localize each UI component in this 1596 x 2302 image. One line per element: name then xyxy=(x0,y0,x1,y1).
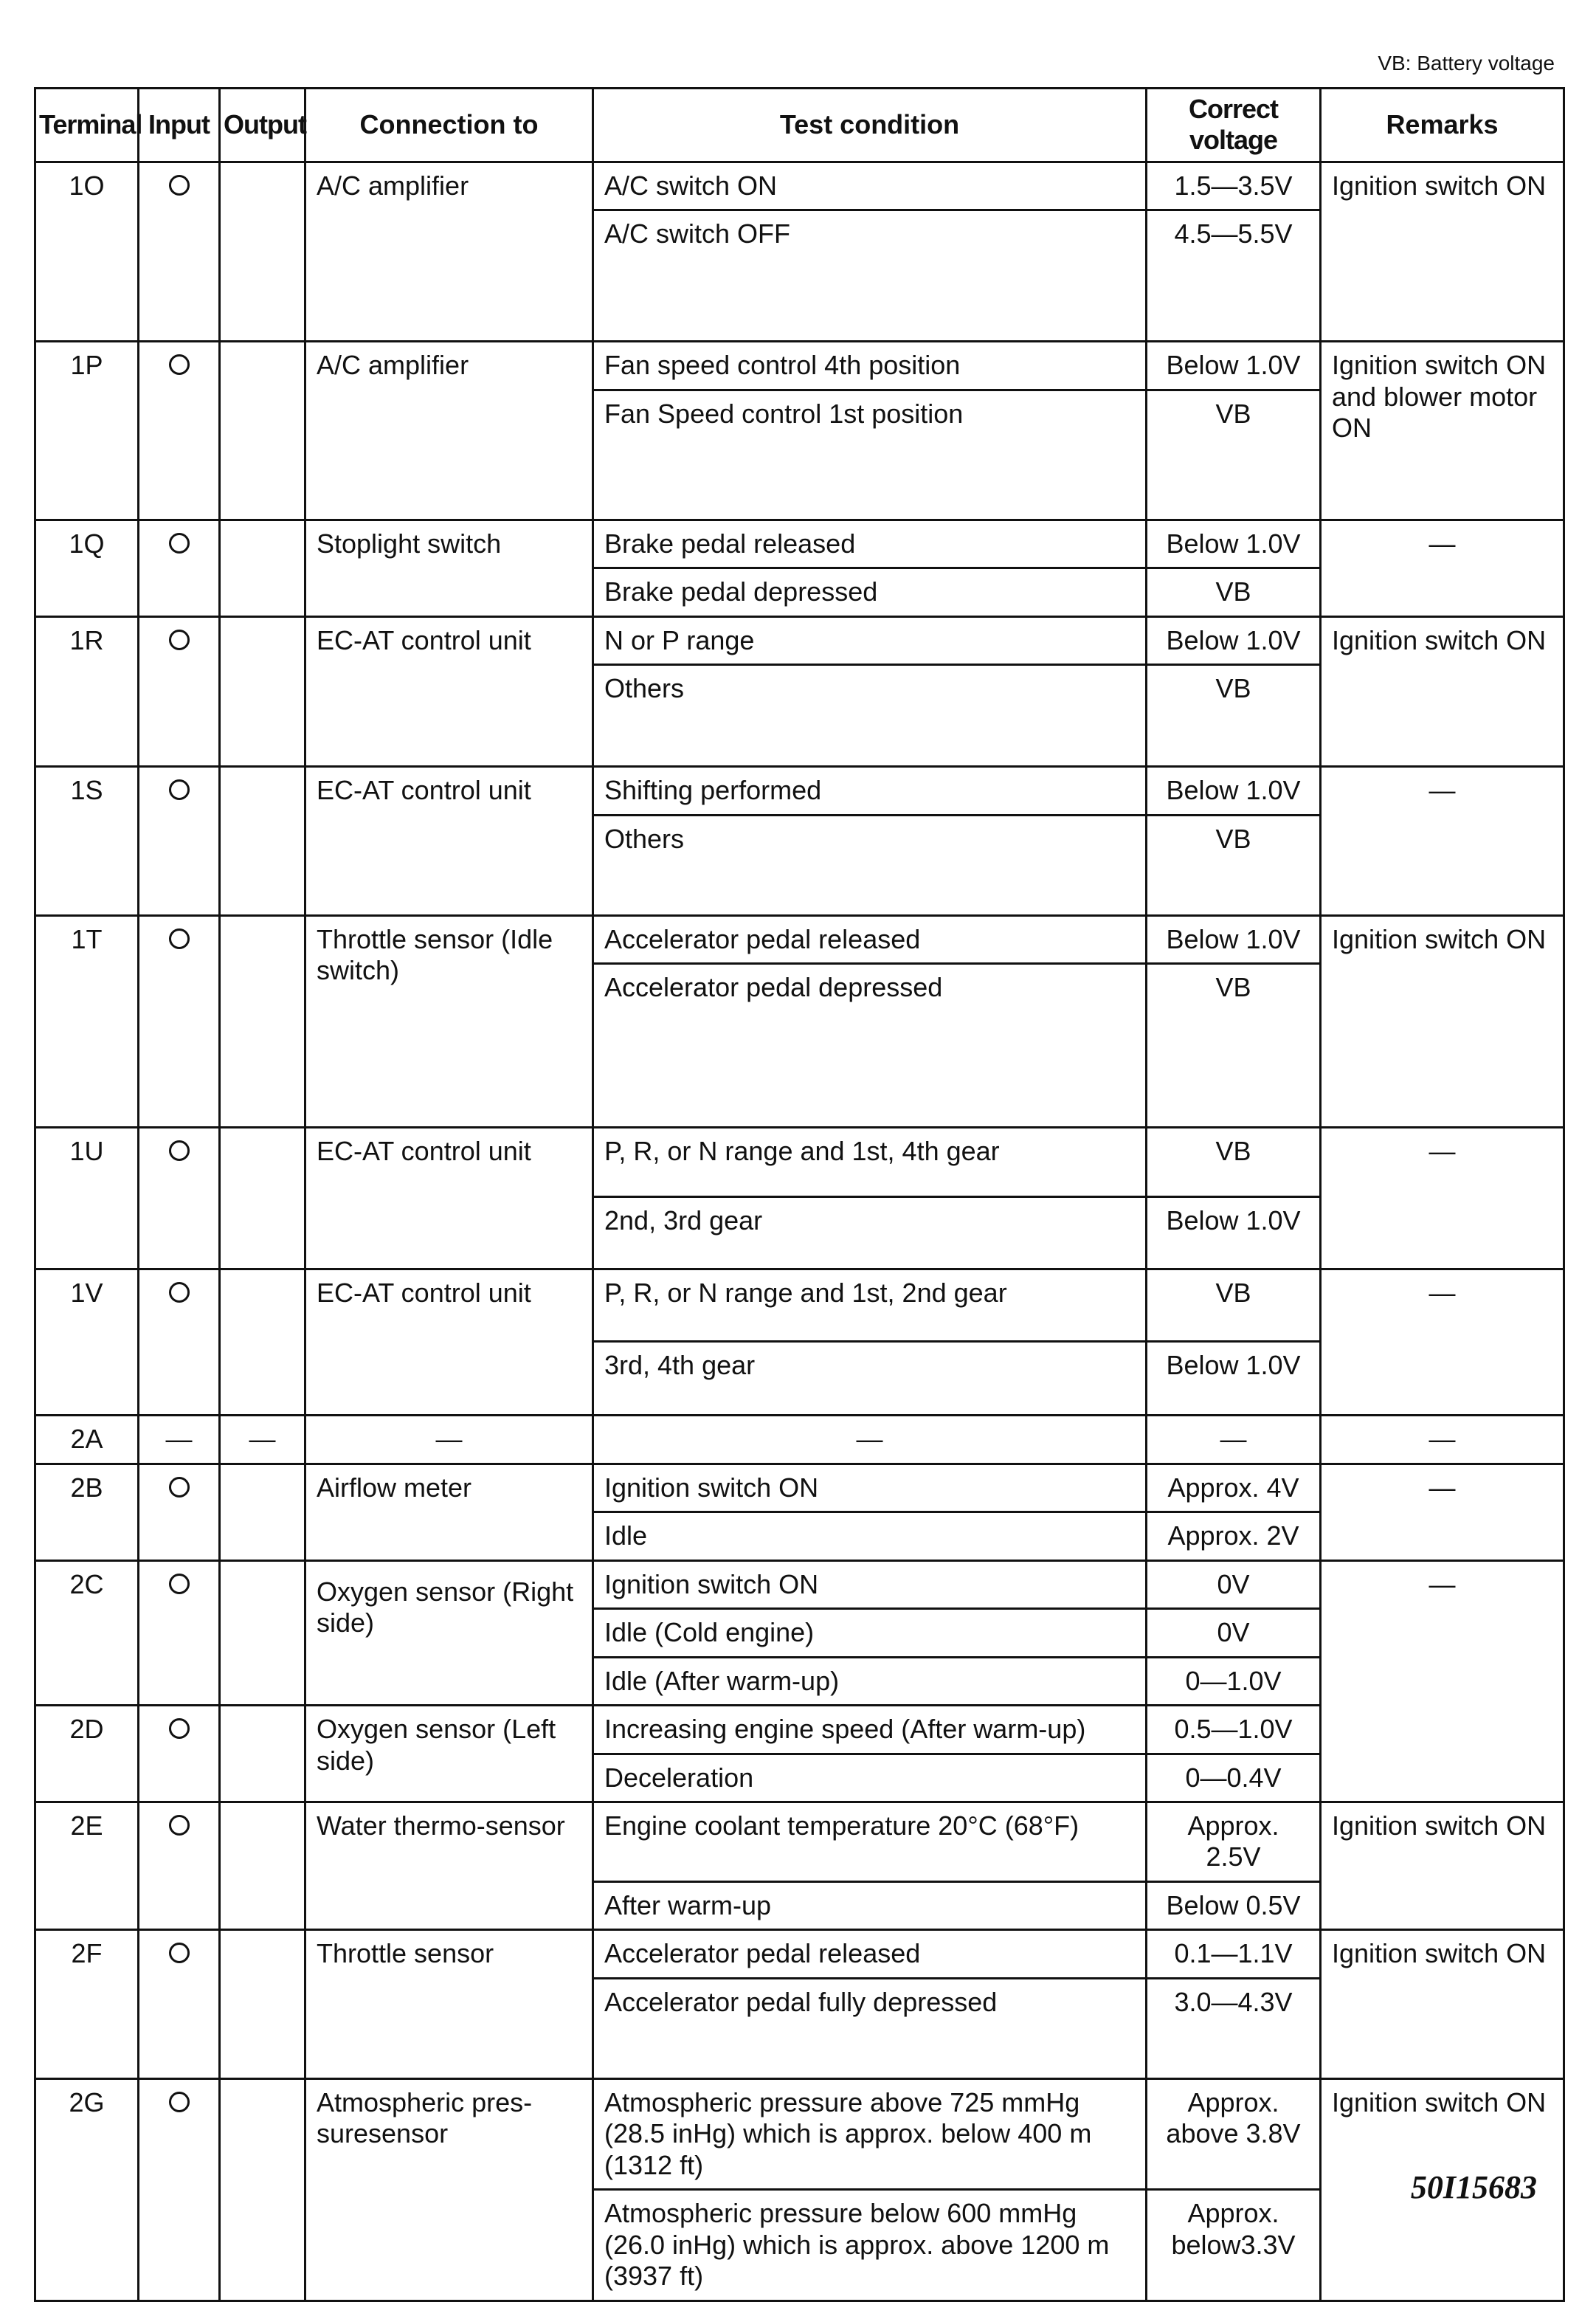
output-mark: — xyxy=(220,1416,305,1464)
output-mark xyxy=(220,162,305,341)
circle-icon xyxy=(169,630,190,650)
voltage-cell: Below 1.0V xyxy=(1147,1342,1321,1416)
condition-cell: Fan Speed control 1st position xyxy=(593,390,1147,520)
table-row xyxy=(35,162,1564,210)
terminal-spec-table xyxy=(34,87,1565,2302)
remarks-cell: Ignition switch ON xyxy=(1321,2078,1564,2301)
voltage-cell: Approx. 2.5V xyxy=(1147,1802,1321,1881)
condition-cell: Accelerator pedal depressed xyxy=(593,964,1147,1128)
terminal-cell: 1P xyxy=(35,342,139,520)
terminal-cell: 1O xyxy=(35,162,139,341)
circle-icon xyxy=(169,1477,190,1498)
output-mark xyxy=(220,1464,305,1560)
circle-icon xyxy=(169,533,190,554)
voltage-cell: 0V xyxy=(1147,1609,1321,1657)
header-connection: Connection to xyxy=(305,89,593,162)
connection-cell: Airflow meter xyxy=(305,1464,593,1560)
remarks-cell: Ignition switch ON xyxy=(1321,915,1564,1127)
input-mark xyxy=(139,616,220,766)
connection-cell: A/C amplifier xyxy=(305,162,593,341)
input-mark xyxy=(139,1464,220,1560)
output-mark xyxy=(220,1560,305,1705)
condition-cell: Atmospheric pressure above 725 mmHg (28.5 inHg) which is approx. below 400 m (1312 ft) xyxy=(593,2078,1147,2189)
connection-cell: Throttle sensor xyxy=(305,1930,593,2078)
terminal-cell: 2B xyxy=(35,1464,139,1560)
voltage-cell: 1.5—3.5V xyxy=(1147,162,1321,210)
circle-icon xyxy=(169,354,190,375)
table-row xyxy=(35,520,1564,568)
output-mark xyxy=(220,1930,305,2078)
condition-cell: Others xyxy=(593,815,1147,915)
input-mark xyxy=(139,767,220,915)
input-mark xyxy=(139,162,220,341)
header-test-condition: Test condition xyxy=(593,89,1147,162)
condition-cell: Ignition switch ON xyxy=(593,1560,1147,1608)
input-mark xyxy=(139,1706,220,1802)
connection-cell: A/C amplifier xyxy=(305,342,593,520)
circle-icon xyxy=(169,2092,190,2112)
voltage-cell: VB xyxy=(1147,964,1321,1128)
remarks-cell: — xyxy=(1321,1416,1564,1464)
connection-cell: Stoplight switch xyxy=(305,520,593,616)
connection-cell: Water thermo-sensor xyxy=(305,1802,593,1929)
circle-icon xyxy=(169,1140,190,1161)
condition-cell: N or P range xyxy=(593,616,1147,664)
output-mark xyxy=(220,616,305,766)
header-terminal: Terminal xyxy=(35,89,139,162)
voltage-cell: 3.0—4.3V xyxy=(1147,1978,1321,2078)
table-row xyxy=(35,1464,1564,1512)
condition-cell: Brake pedal depressed xyxy=(593,568,1147,616)
input-mark xyxy=(139,2078,220,2301)
terminal-cell: 2D xyxy=(35,1706,139,1802)
condition-cell: A/C switch OFF xyxy=(593,210,1147,342)
condition-cell: Ignition switch ON xyxy=(593,1464,1147,1512)
remarks-cell: — xyxy=(1321,1128,1564,1269)
condition-cell: Others xyxy=(593,665,1147,767)
condition-cell: 2nd, 3rd gear xyxy=(593,1197,1147,1269)
output-mark xyxy=(220,1128,305,1269)
input-mark xyxy=(139,342,220,520)
connection-cell: EC-AT control unit xyxy=(305,1269,593,1416)
voltage-cell: VB xyxy=(1147,1128,1321,1197)
header-remarks: Remarks xyxy=(1321,89,1564,162)
output-mark xyxy=(220,1706,305,1802)
voltage-cell: 4.5—5.5V xyxy=(1147,210,1321,342)
condition-cell: Atmospheric pressure below 600 mmHg (26.0 inHg) which is approx. above 1200 m (3937 ft) xyxy=(593,2190,1147,2301)
table-row xyxy=(35,1802,1564,1881)
voltage-cell: Below 1.0V xyxy=(1147,1197,1321,1269)
condition-cell: Increasing engine speed (After warm-up) xyxy=(593,1706,1147,1754)
circle-icon xyxy=(169,1718,190,1739)
voltage-cell: Below 1.0V xyxy=(1147,342,1321,390)
output-mark xyxy=(220,1802,305,1929)
terminal-cell: 1T xyxy=(35,915,139,1127)
condition-cell: Idle (After warm-up) xyxy=(593,1657,1147,1705)
table-row xyxy=(35,616,1564,664)
voltage-cell: Below 1.0V xyxy=(1147,915,1321,963)
circle-icon xyxy=(169,928,190,949)
table-row xyxy=(35,767,1564,815)
voltage-cell: 0—0.4V xyxy=(1147,1754,1321,1802)
output-mark xyxy=(220,342,305,520)
condition-cell: Shifting performed xyxy=(593,767,1147,815)
circle-icon xyxy=(169,1943,190,1963)
voltage-cell: Approx. above 3.8V xyxy=(1147,2078,1321,2189)
circle-icon xyxy=(169,175,190,196)
terminal-cell: 2E xyxy=(35,1802,139,1929)
condition-cell: P, R, or N range and 1st, 2nd gear xyxy=(593,1269,1147,1342)
connection-cell: EC-AT control unit xyxy=(305,767,593,915)
condition-cell: Engine coolant temperature 20°C (68°F) xyxy=(593,1802,1147,1881)
terminal-cell: 1R xyxy=(35,616,139,766)
input-mark xyxy=(139,915,220,1127)
table-row xyxy=(35,1269,1564,1342)
voltage-cell: 0.1—1.1V xyxy=(1147,1930,1321,1978)
header-correct-voltage: Correct voltage xyxy=(1147,89,1321,162)
condition-cell: Fan speed control 4th position xyxy=(593,342,1147,390)
remarks-cell: Ignition switch ON xyxy=(1321,616,1564,766)
voltage-cell: VB xyxy=(1147,665,1321,767)
voltage-cell: VB xyxy=(1147,568,1321,616)
output-mark xyxy=(220,767,305,915)
remarks-cell: — xyxy=(1321,520,1564,616)
voltage-cell: Below 1.0V xyxy=(1147,520,1321,568)
connection-cell: Atmospheric pres-suresensor xyxy=(305,2078,593,2301)
connection-cell: EC-AT control unit xyxy=(305,1128,593,1269)
circle-icon xyxy=(169,1282,190,1303)
voltage-cell: Below 1.0V xyxy=(1147,616,1321,664)
condition-cell: Deceleration xyxy=(593,1754,1147,1802)
remarks-cell: — xyxy=(1321,767,1564,915)
table-row xyxy=(35,1128,1564,1197)
connection-cell: EC-AT control unit xyxy=(305,616,593,766)
condition-cell: — xyxy=(593,1416,1147,1464)
voltage-cell: VB xyxy=(1147,390,1321,520)
voltage-cell: Approx. 2V xyxy=(1147,1512,1321,1560)
circle-icon xyxy=(169,1574,190,1594)
input-mark xyxy=(139,1560,220,1705)
voltage-cell: Approx. 4V xyxy=(1147,1464,1321,1512)
condition-cell: Idle (Cold engine) xyxy=(593,1609,1147,1657)
voltage-cell: VB xyxy=(1147,1269,1321,1342)
input-mark xyxy=(139,1930,220,2078)
connection-cell: Oxygen sensor (Right side) xyxy=(305,1560,593,1705)
voltage-cell: Approx. below3.3V xyxy=(1147,2190,1321,2301)
condition-cell: Brake pedal released xyxy=(593,520,1147,568)
voltage-cell: Below 0.5V xyxy=(1147,1881,1321,1929)
terminal-cell: 2F xyxy=(35,1930,139,2078)
condition-cell: Accelerator pedal fully depressed xyxy=(593,1978,1147,2078)
table-row xyxy=(35,1930,1564,1978)
remarks-cell: Ignition switch ON xyxy=(1321,1930,1564,2078)
output-mark xyxy=(220,1269,305,1416)
remarks-cell: — xyxy=(1321,1269,1564,1416)
input-mark xyxy=(139,1802,220,1929)
terminal-cell: 1V xyxy=(35,1269,139,1416)
voltage-cell: — xyxy=(1147,1416,1321,1464)
voltage-cell: VB xyxy=(1147,815,1321,915)
terminal-cell: 1U xyxy=(35,1128,139,1269)
condition-cell: Accelerator pedal released xyxy=(593,915,1147,963)
terminal-cell: 1Q xyxy=(35,520,139,616)
table-row xyxy=(35,2078,1564,2189)
condition-cell: P, R, or N range and 1st, 4th gear xyxy=(593,1128,1147,1197)
header-row xyxy=(35,89,1564,162)
remarks-cell: Ignition switch ON xyxy=(1321,162,1564,341)
terminal-cell: 2C xyxy=(35,1560,139,1705)
remarks-cell: — xyxy=(1321,1560,1564,1802)
header-input: Input xyxy=(139,89,220,162)
figure-reference-code: 50I15683 xyxy=(1410,2169,1537,2205)
remarks-cell: Ignition switch ON and blower motor ON xyxy=(1321,342,1564,520)
condition-cell: Idle xyxy=(593,1512,1147,1560)
terminal-cell: 1S xyxy=(35,767,139,915)
terminal-cell: 2G xyxy=(35,2078,139,2301)
condition-cell: 3rd, 4th gear xyxy=(593,1342,1147,1416)
terminal-cell: 2A xyxy=(35,1416,139,1464)
table-row xyxy=(35,915,1564,963)
condition-cell: A/C switch ON xyxy=(593,162,1147,210)
condition-cell: Accelerator pedal released xyxy=(593,1930,1147,1978)
connection-cell: — xyxy=(305,1416,593,1464)
remarks-cell: Ignition switch ON xyxy=(1321,1802,1564,1929)
input-mark xyxy=(139,1128,220,1269)
connection-cell: Oxygen sensor (Left side) xyxy=(305,1706,593,1802)
output-mark xyxy=(220,915,305,1127)
output-mark xyxy=(220,520,305,616)
connection-cell: Throttle sensor (Idle switch) xyxy=(305,915,593,1127)
battery-voltage-note: VB: Battery voltage xyxy=(1378,52,1555,75)
input-mark xyxy=(139,520,220,616)
voltage-cell: 0—1.0V xyxy=(1147,1657,1321,1705)
remarks-cell: — xyxy=(1321,1464,1564,1560)
table-row xyxy=(35,1560,1564,1608)
voltage-cell: Below 1.0V xyxy=(1147,767,1321,815)
circle-icon xyxy=(169,1815,190,1836)
header-output: Output xyxy=(220,89,305,162)
table-row xyxy=(35,342,1564,390)
table-row xyxy=(35,1416,1564,1464)
circle-icon xyxy=(169,779,190,800)
input-mark xyxy=(139,1269,220,1416)
condition-cell: After warm-up xyxy=(593,1881,1147,1929)
voltage-cell: 0.5—1.0V xyxy=(1147,1706,1321,1754)
output-mark xyxy=(220,2078,305,2301)
voltage-cell: 0V xyxy=(1147,1560,1321,1608)
input-mark: — xyxy=(139,1416,220,1464)
